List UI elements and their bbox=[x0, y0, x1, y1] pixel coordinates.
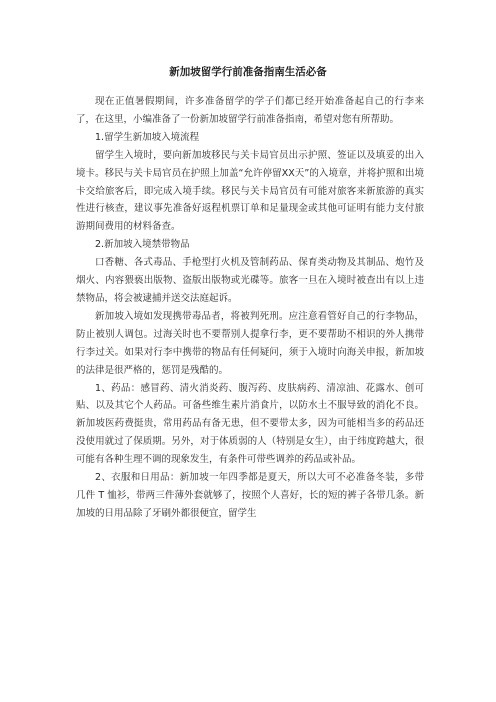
paragraph-clothing: 2、衣服和日用品：新加坡一年四季都是夏天，所以大可不必准备冬装，多带几件 T 恤衫，带两三件薄外套就够了，按照个人喜好，长的短的裤子各带几条。新加坡的日用品除了牙刷外都很便宜，留学生 bbox=[76, 472, 424, 519]
section-heading-entry-process: 1.留学生新加坡入境流程 bbox=[95, 131, 200, 143]
paragraph-entry-process: 留学生入境时，要向新加坡移民与关卡局官员出示护照、签证以及填妥的出入境卡。移民与关卡局官员在护照上加盖“允许停留XX天”的入境章，并将护照和出境卡交给旅客后，即完成入境手续。移民与关卡局官员有可能对旅客来新旅游的真实性进行核查，建议事先准备好返程机票订单和足量现金或其他可证明有能力支付旅游期间费用的材料备查。 bbox=[76, 149, 424, 233]
paragraph-prohibited-items: 口香糖、各式毒品、手枪型打火机及管制药品、保育类动物及其制品、炮竹及烟火、内容猥亵出版物、盗版出版物或光碟等。旅客一旦在入境时被查出有以上违禁物品，将会被逮捕并送交法庭起诉。 bbox=[76, 257, 424, 304]
document-title: 新加坡留学行前准备指南生活必备 bbox=[169, 66, 327, 78]
section-heading-prohibited-items: 2.新加坡入境禁带物品 bbox=[95, 239, 190, 251]
paragraph-drug-warning: 新加坡入境如发现携带毒品者，将被判死刑。应注意看管好自己的行李物品，防止被别人调包。过海关时也不要帮别人提拿行李，更不要帮助不相识的外人携带行李过关。如果对行李中携带的物品有任何疑问，须于入境时向海关申报，新加坡的法律是很严格的，惩罚是残酷的。 bbox=[76, 310, 424, 376]
document-body bbox=[76, 93, 424, 523]
paragraph-medicine: 1、药品：感冒药、清火消炎药、腹泻药、皮肤病药、清凉油、花露水、创可贴、以及其它个人药品。可备些维生素片消食片，以防水土不服导致的消化不良。新加坡医药费挺贵，常用药品有备无患，但不要带太多，因为可能相当多的药品还没使用就过了保质期。另外，对于体质弱的人（特别是女生），由于纬度跨越大，很可能有各种生理不调的现象发生，有条件可带些调养的药品或补品。 bbox=[76, 382, 424, 466]
intro-paragraph: 现在正值暑假期间，许多准备留学的学子们都已经开始准备起自己的行李来了，在这里，小编准备了一份新加坡留学行前准备指南，希望对您有所帮助。 bbox=[76, 96, 424, 125]
